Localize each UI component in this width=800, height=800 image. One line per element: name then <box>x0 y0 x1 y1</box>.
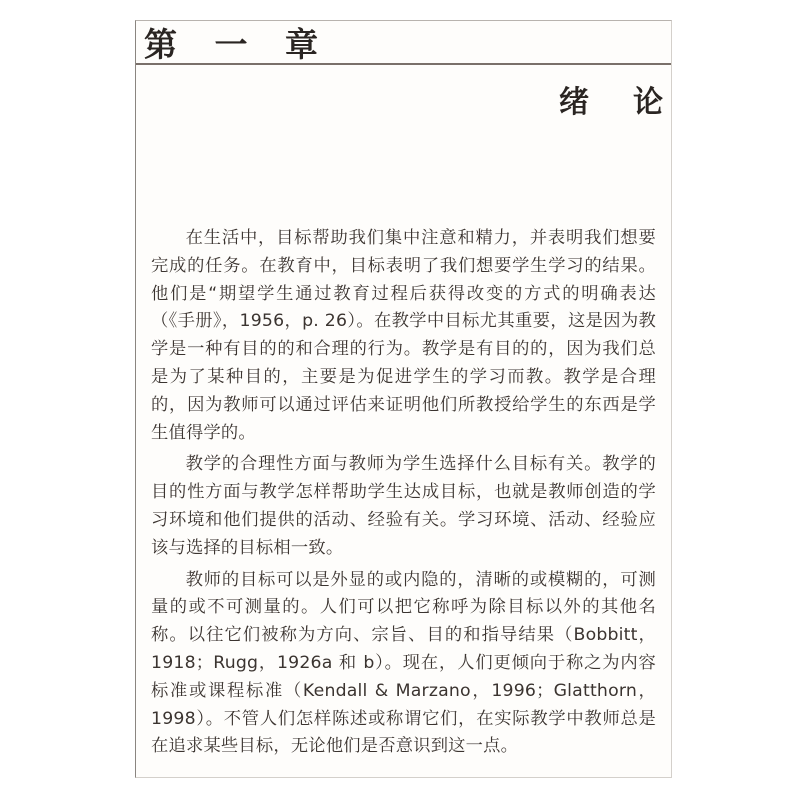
chapter-title: 绪论 <box>559 85 707 120</box>
paragraph-3: 教师的目标可以是外显的或内隐的，清晰的或模糊的，可测量的或不可测量的。人们可以把它称呼为除目标以外的其他名称。以往它们被称为方向、宗旨、目的和指导结果（Bobbitt，1918；Rugg，1926a 和 b）。现在，人们更倾向于称之为内容标准或课程标准（Kendall & Marzano，1996；Glatthorn，1998）。不管人们怎样陈述或称谓它们，在实际教学中教师总是在追求某些目标，无论他们是否意识到这一点。 <box>151 569 656 757</box>
body-text <box>151 225 656 765</box>
chapter-header <box>144 23 331 64</box>
chapter-label: 第 一 章 <box>144 24 331 64</box>
paragraph-2: 教学的合理性方面与教师为学生选择什么目标有关。教学的目的性方面与教学怎样帮助学生达成目标，也就是教师创造的学习环境和他们提供的活动、经验有关。学习环境、活动、经验应该与选择的目标相一致。 <box>151 454 656 558</box>
book-page <box>135 20 707 778</box>
paragraph-1: 在生活中，目标帮助我们集中注意和精力，并表明我们想要完成的任务。在教育中，目标表明了我们想要学生学习的结果。他们是“期望学生通过教育过程后获得改变的方式的明确表达（《手册》，1956，p. 26）。在教学中目标尤其重要，这是因为教学是一种有目的的和合理的行为。教学是有目的的，因为我们总是为了某种目的，主要是为促进学生的学习而教。教学是合理的，因为教师可以通过评估来证明他们所教授给学生的东西是学生值得学的。 <box>151 228 656 443</box>
chapter-rule <box>136 63 671 65</box>
